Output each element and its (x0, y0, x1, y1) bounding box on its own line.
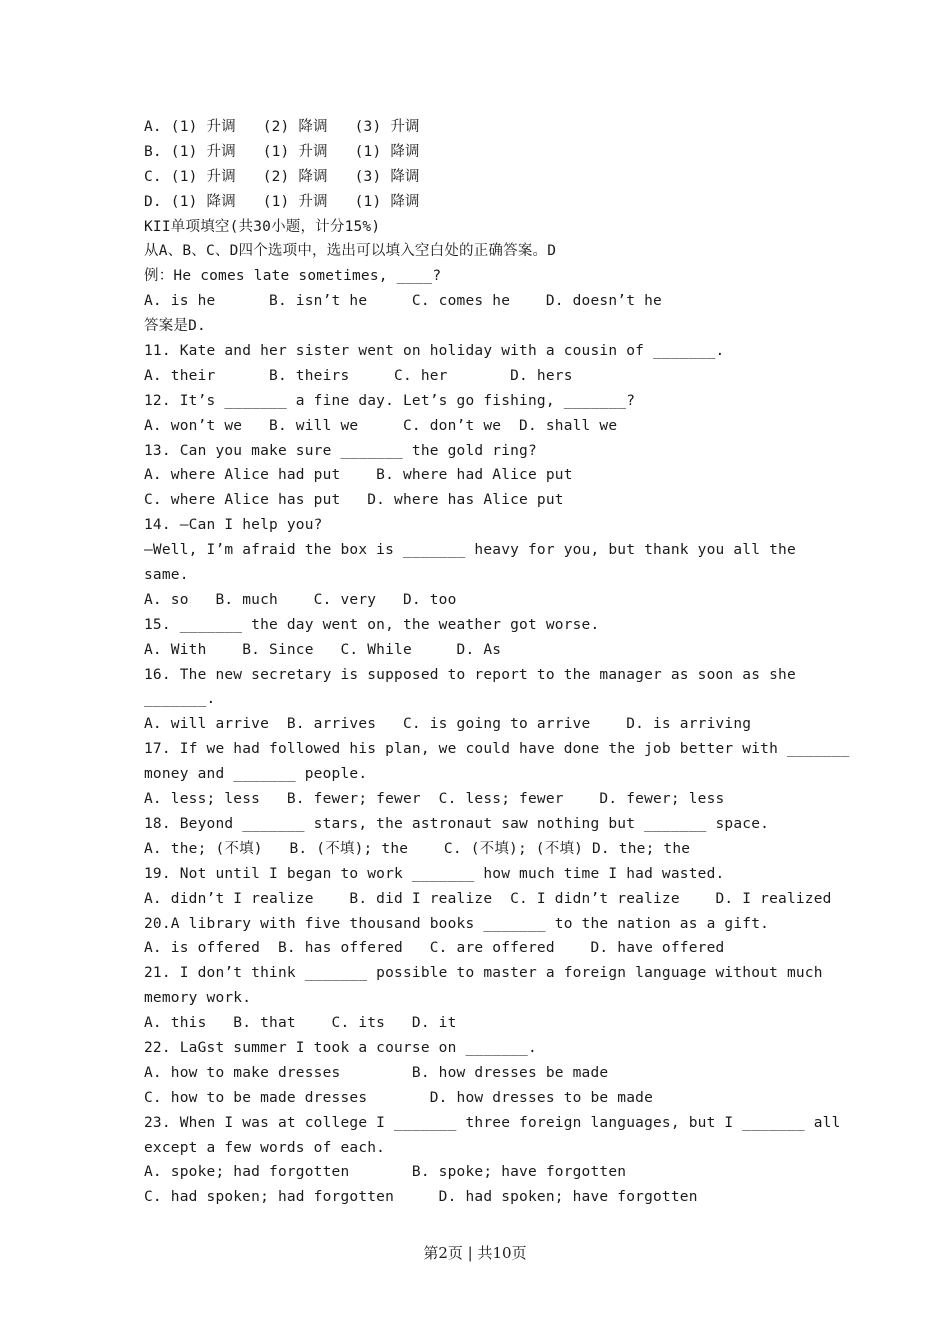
option-line: D. (1) 降调 (1) 升调 (1) 降调 (144, 193, 420, 210)
question-22-options: A. how to make dresses B. how dresses be made (144, 1064, 609, 1081)
question-15-options: A. With B. Since C. While D. As (144, 641, 502, 658)
question-12: 12. It’s _______ a fine day. Let’s go fishing, _______? (144, 392, 636, 409)
question-16-options: A. will arrive B. arrives C. is going to arrive D. is arriving (144, 716, 752, 733)
question-18-options: A. the; (不填) B. (不填); the C. (不填); (不填) D. the; the (144, 840, 691, 857)
question-20: 20.A library with five thousand books _______ to the nation as a gift. (144, 915, 770, 932)
question-21-options: A. this B. that C. its D. it (144, 1015, 457, 1032)
option-line: C. (1) 升调 (2) 降调 (3) 降调 (144, 168, 420, 185)
question-13-options: A. where Alice had put B. where had Alice put (144, 467, 573, 484)
question-20-options: A. is offered B. has offered C. are offered D. have offered (144, 940, 725, 957)
question-16: 16. The new secretary is supposed to report to the manager as soon as she (144, 666, 796, 683)
question-11-options: A. their B. theirs C. her D. hers (144, 367, 573, 384)
question-19: 19. Not until I began to work _______ how much time I had wasted. (144, 865, 725, 882)
question-23-options: C. had spoken; had forgotten D. had spoken; have forgotten (144, 1189, 698, 1206)
page-footer: 第2页 | 共10页 (423, 1244, 527, 1262)
question-14: same. (144, 567, 189, 584)
question-18: 18. Beyond _______ stars, the astronaut saw nothing but _______ space. (144, 815, 770, 832)
example-options: A. is he B. isn’t he C. comes he D. doesn’t he (144, 293, 662, 310)
question-22: 22. LaGst summer I took a course on _______. (144, 1039, 537, 1056)
question-11: 11. Kate and her sister went on holiday with a cousin of _______. (144, 343, 725, 360)
section-instructions: 从A、B、C、D四个选项中，选出可以填入空白处的正确答案。D (144, 243, 557, 260)
question-14-options: A. so B. much C. very D. too (144, 591, 457, 608)
question-16: _______. (144, 691, 216, 708)
question-22-options: C. how to be made dresses D. how dresses to be made (144, 1089, 653, 1106)
question-15: 15. _______ the day went on, the weather got worse. (144, 616, 600, 633)
question-23: 23. When I was at college I _______ three foreign languages, but I _______ all (144, 1114, 841, 1131)
question-17: 17. If we had followed his plan, we could have done the job better with _______ (144, 741, 850, 758)
question-17: money and _______ people. (144, 766, 368, 783)
question-14: 14. —Can I help you? (144, 517, 323, 534)
question-13-options: C. where Alice has put D. where has Alice put (144, 492, 564, 509)
question-21: memory work. (144, 990, 252, 1007)
document-body (144, 115, 850, 1210)
section-heading: KII单项填空(共30小题，计分15%) (144, 218, 381, 235)
question-23: except a few words of each. (144, 1139, 386, 1156)
question-12-options: A. won’t we B. will we C. don’t we D. shall we (144, 417, 618, 434)
question-13: 13. Can you make sure _______ the gold ring? (144, 442, 537, 459)
question-19-options: A. didn’t I realize B. did I realize C. I didn’t realize D. I realized (144, 890, 832, 907)
question-17-options: A. less; less B. fewer; fewer C. less; fewer D. fewer; less (144, 791, 725, 808)
option-line: B. (1) 升调 (1) 升调 (1) 降调 (144, 143, 420, 160)
question-23-options: A. spoke; had forgotten B. spoke; have forgotten (144, 1164, 627, 1181)
example-answer: 答案是D. (144, 318, 206, 335)
question-21: 21. I don’t think _______ possible to master a foreign language without much (144, 965, 823, 982)
example-question: 例：He comes late sometimes, ____? (144, 268, 442, 285)
option-line: A. (1) 升调 (2) 降调 (3) 升调 (144, 119, 420, 135)
question-14: —Well, I’m afraid the box is _______ heavy for you, but thank you all the (144, 542, 796, 559)
